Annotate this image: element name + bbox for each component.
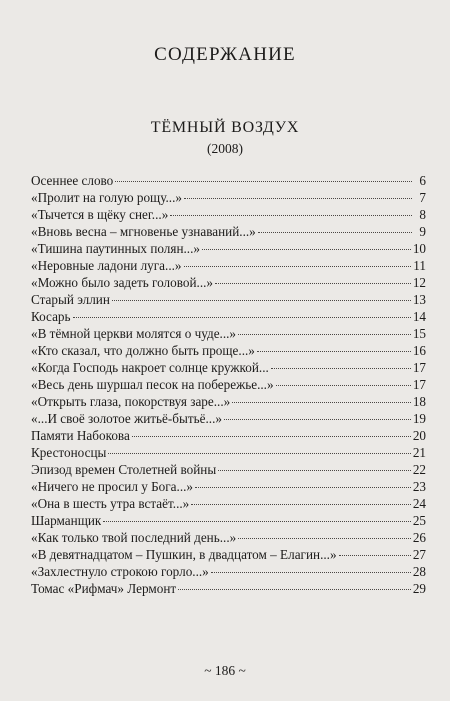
toc-entry (31, 410, 426, 427)
dot-leader (103, 521, 410, 522)
dot-leader (224, 419, 411, 420)
toc-entry (31, 223, 426, 240)
dot-leader (195, 487, 411, 488)
dot-leader (108, 453, 410, 454)
toc-entry-title: Шарманщик (31, 513, 102, 528)
toc-entry (31, 257, 426, 274)
toc-entry-title: «Неровные ладони луга...» (31, 258, 182, 273)
toc-entry-page: 11 (413, 258, 426, 273)
toc-entry (31, 172, 426, 189)
dot-leader (202, 249, 411, 250)
toc-entry-title: Эпизод времен Столетней войны (31, 462, 217, 477)
dot-leader (339, 555, 411, 556)
page-number: ~ 186 ~ (204, 663, 246, 678)
toc-entry-page: 20 (412, 428, 426, 443)
toc-entry-page: 10 (412, 241, 426, 256)
toc-entry-page: 7 (419, 190, 426, 205)
dot-leader (112, 300, 411, 301)
toc-entry (31, 478, 426, 495)
toc-entry-title: «Весь день шуршал песок на побережье...» (31, 377, 274, 392)
toc-entry-page: 29 (412, 581, 426, 596)
toc-entry-title: «Она в шесть утра встаёт...» (31, 496, 190, 511)
toc-entry-page: 15 (412, 326, 426, 341)
toc-entry-title: «Захлестнуло строкою горло...» (31, 564, 209, 579)
dot-leader (238, 538, 411, 539)
toc-entry (31, 512, 426, 529)
toc-entry-page: 12 (412, 275, 426, 290)
toc-entry (31, 376, 426, 393)
toc-entry (31, 274, 426, 291)
dot-leader (184, 198, 412, 199)
toc-entry (31, 580, 426, 597)
dot-leader (238, 334, 411, 335)
dot-leader (115, 181, 412, 182)
dot-leader (232, 402, 411, 403)
toc-entry-title: «Можно было задеть головой...» (31, 275, 214, 290)
dot-leader (218, 470, 411, 471)
toc-entry-page: 24 (412, 496, 426, 511)
toc-entry (31, 359, 426, 376)
section-year: (2008) (207, 141, 243, 156)
toc-entry-page: 28 (412, 564, 426, 579)
table-of-contents (31, 172, 426, 597)
toc-entry (31, 529, 426, 546)
dot-leader (276, 385, 411, 386)
toc-entry-page: 8 (419, 207, 426, 222)
page-heading: СОДЕРЖАНИЕ (154, 44, 296, 65)
toc-entry-page: 27 (412, 547, 426, 562)
section-title: ТЁМНЫЙ ВОЗДУХ (150, 119, 300, 136)
toc-entry-title: Томас «Рифмач» Лермонт (31, 581, 177, 596)
toc-entry (31, 444, 426, 461)
toc-entry-page: 13 (412, 292, 426, 307)
toc-entry (31, 461, 426, 478)
toc-entry-page: 16 (412, 343, 426, 358)
toc-entry-title: «Тишина паутинных полян...» (31, 241, 200, 256)
toc-entry (31, 325, 426, 342)
toc-entry-title: «В тёмной церкви молятся о чуде...» (31, 326, 237, 341)
toc-entry-title: «Вновь весна – мгновенье узнаваний...» (31, 224, 256, 239)
toc-entry-title: Крестоносцы (31, 445, 107, 460)
toc-entry-page: 18 (412, 394, 426, 409)
toc-entry-title: Памяти Набокова (31, 428, 130, 443)
toc-entry (31, 206, 426, 223)
toc-entry-page: 25 (412, 513, 426, 528)
dot-leader (178, 589, 411, 590)
toc-entry-title: «Пролит на голую рощу...» (31, 190, 182, 205)
toc-entry (31, 291, 426, 308)
toc-entry-page: 17 (412, 377, 426, 392)
dot-leader (257, 351, 411, 352)
toc-entry-page: 6 (419, 173, 426, 188)
toc-entry-title: «В девятнадцатом – Пушкин, в двадцатом – Елагин...» (31, 547, 337, 562)
toc-entry (31, 308, 426, 325)
toc-entry (31, 189, 426, 206)
toc-entry-page: 22 (412, 462, 426, 477)
toc-entry-title: Косарь (31, 309, 71, 324)
dot-leader (211, 572, 411, 573)
toc-entry-page: 9 (419, 224, 426, 239)
dot-leader (132, 436, 411, 437)
toc-entry-page: 26 (412, 530, 426, 545)
toc-entry-title: «Когда Господь накроет солнце кружкой... (31, 360, 269, 375)
dot-leader (191, 504, 411, 505)
toc-entry-title: «Тычется в щёку снег...» (31, 207, 169, 222)
toc-entry-page: 23 (412, 479, 426, 494)
toc-entry (31, 495, 426, 512)
toc-entry-title: «Ничего не просил у Бога...» (31, 479, 194, 494)
toc-entry-page: 17 (412, 360, 426, 375)
toc-entry (31, 240, 426, 257)
toc-entry (31, 342, 426, 359)
toc-entry (31, 427, 426, 444)
toc-entry (31, 393, 426, 410)
dot-leader (170, 215, 412, 216)
dot-leader (73, 317, 411, 318)
toc-entry (31, 546, 426, 563)
toc-entry (31, 563, 426, 580)
toc-entry-page: 19 (412, 411, 426, 426)
toc-entry-page: 21 (412, 445, 426, 460)
toc-entry-title: «Как только твой последний день...» (31, 530, 237, 545)
toc-entry-page: 14 (412, 309, 426, 324)
dot-leader (258, 232, 412, 233)
toc-entry-title: Старый эллин (31, 292, 110, 307)
dot-leader (184, 266, 412, 267)
toc-entry-title: «Кто сказал, что должно быть проще...» (31, 343, 255, 358)
dot-leader (215, 283, 411, 284)
toc-entry-title: Осеннее слово (31, 173, 114, 188)
dot-leader (271, 368, 411, 369)
toc-entry-title: «...И своё золотое житьё-бытьё...» (31, 411, 222, 426)
toc-entry-title: «Открыть глаза, покорствуя заре...» (31, 394, 231, 409)
